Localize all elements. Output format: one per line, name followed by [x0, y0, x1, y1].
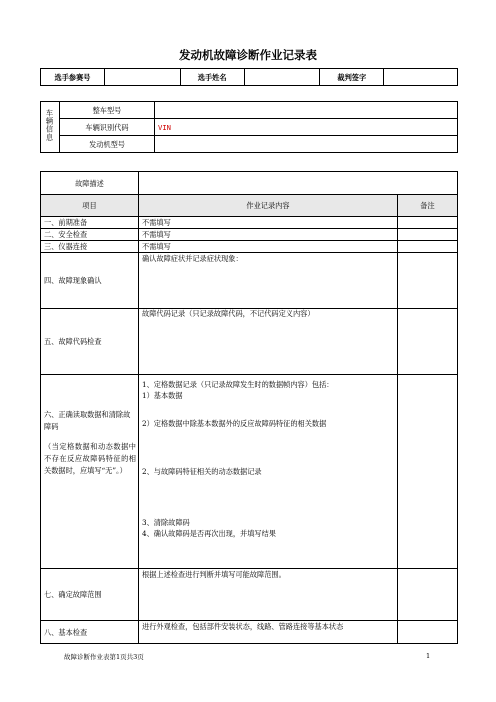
row-item: 四、故障现象确认: [41, 253, 139, 309]
row-content-text: 故障代码记录（只记录故障代码，不记代码定义内容）: [142, 309, 315, 318]
content-line: 2）定格数据中除基本数据外的反应故障码特征的相关数据: [142, 419, 327, 428]
vehicle-info-table: [40, 101, 458, 153]
row-content: 不需填写: [139, 229, 398, 241]
row-note[interactable]: [398, 241, 458, 253]
engine-model-label: 发动机型号: [60, 136, 155, 153]
row-item: 五、故障代码检查: [41, 309, 139, 375]
row-content-text: 确认故障症状并记录症状现象：: [142, 254, 243, 263]
row-content[interactable]: [139, 621, 398, 644]
contestant-no-field[interactable]: [104, 69, 180, 86]
vehicle-info-group-label: [41, 102, 60, 153]
row-item-data-read: [41, 375, 139, 569]
row-item: 七、确定故障范围: [41, 569, 139, 621]
row-note[interactable]: [398, 309, 458, 375]
row-item: 三、仪器连接: [41, 241, 139, 253]
row-item: 一、前期准备: [41, 217, 139, 229]
row-content-data-read[interactable]: [139, 375, 398, 569]
row-content[interactable]: [139, 569, 398, 621]
content-line: 3、清除故障码: [142, 518, 190, 527]
vehicle-model-value[interactable]: [155, 102, 458, 119]
row-note[interactable]: [398, 217, 458, 229]
page-number: 1: [426, 652, 431, 660]
contestant-no-label: 选手参赛号: [41, 69, 105, 86]
vehicle-info-group-text: 车辆信息: [45, 109, 55, 142]
fault-desc-label: 故障描述: [41, 172, 139, 195]
row-content: 不需填写: [139, 217, 398, 229]
vin-label: 车辆识别代码: [60, 119, 155, 136]
fault-desc-field[interactable]: [139, 172, 458, 195]
row-note[interactable]: [398, 229, 458, 241]
row-item-note: （当定格数据和动态数据中不存在反应故障码特征的相关数据时，应填写“无”。）: [44, 442, 136, 475]
row-content-text: 根据上述检查进行判断并填写可能故障范围。: [142, 570, 286, 579]
content-line: 1、定格数据记录（只记录故障发生时的数据帧内容）包括：: [142, 380, 334, 389]
row-item-title: 六、正确读取数据和清除故障码: [44, 410, 131, 431]
vehicle-model-label: 整车型号: [60, 102, 155, 119]
document-title: 发动机故障诊断作业记录表: [179, 48, 317, 62]
row-content: 不需填写: [139, 241, 398, 253]
col-header-note: 备注: [398, 195, 458, 217]
judge-sign-label: 裁判签字: [320, 69, 384, 86]
col-header-content: 作业记录内容: [139, 195, 398, 217]
row-content[interactable]: [139, 309, 398, 375]
content-line: 1）基本数据: [142, 391, 183, 400]
row-note[interactable]: [398, 621, 458, 644]
record-table: [40, 171, 458, 644]
row-content-text: 进行外观检查，包括部件安装状态，线路、管路连接等基本状态: [142, 622, 344, 631]
contestant-name-field[interactable]: [244, 69, 320, 86]
engine-model-value[interactable]: [155, 136, 458, 153]
page-footer: 故障诊断作业表第1页共3页: [64, 653, 144, 661]
contestant-name-label: 选手姓名: [180, 69, 244, 86]
row-item: 二、安全检查: [41, 229, 139, 241]
col-header-item: 项目: [41, 195, 139, 217]
row-note[interactable]: [398, 253, 458, 309]
vin-value[interactable]: VIN: [155, 119, 458, 136]
row-note[interactable]: [398, 375, 458, 569]
row-item: 八、基本检查: [41, 621, 139, 644]
row-note[interactable]: [398, 569, 458, 621]
header-table: [40, 68, 458, 86]
row-content[interactable]: [139, 253, 398, 309]
content-line: 4、确认故障码是否再次出现，并填写结果: [142, 529, 276, 538]
content-line: 2、与故障码特征相关的动态数据记录: [142, 467, 262, 476]
judge-sign-field[interactable]: [384, 69, 458, 86]
